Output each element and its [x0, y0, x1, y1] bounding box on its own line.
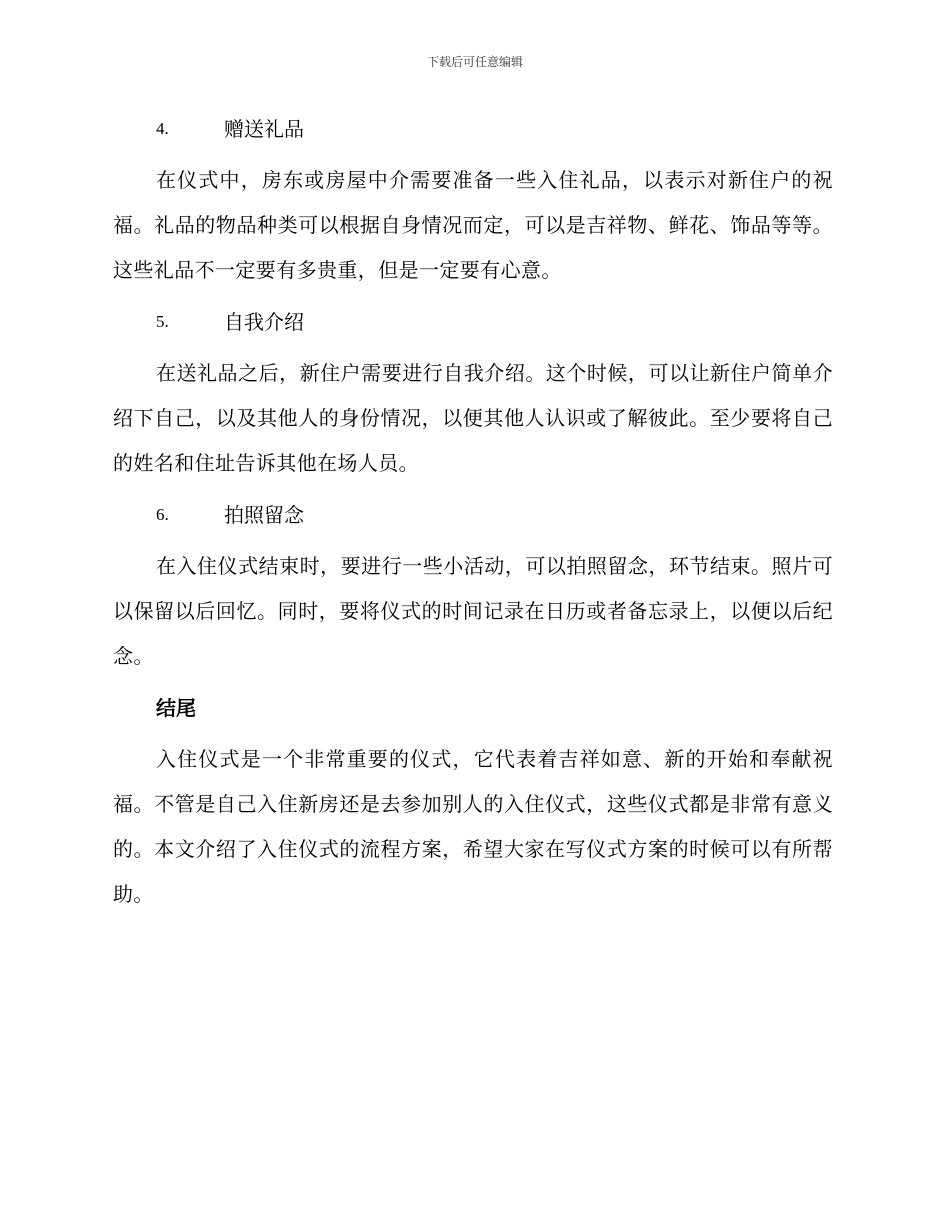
section-paragraph-introduction: 在送礼品之后，新住户需要进行自我介绍。这个时候，可以让新住户简单介绍下自己，以及其他人的身份情况，以便其他人认识或了解彼此。至少要将自己的姓名和住址告诉其他在场人员。: [113, 361, 833, 475]
section-title: 赠送礼品: [224, 117, 304, 141]
section-heading-introduction: [156, 306, 833, 338]
conclusion-paragraph: 入住仪式是一个非常重要的仪式，它代表着吉祥如意、新的开始和奉献祝福。不管是自己入住新房还是去参加别人的入住仪式，这些仪式都是非常有意义的。本文介绍了入住仪式的流程方案，希望大家在写仪式方案的时候可以有所帮助。: [113, 747, 833, 906]
section-heading-photo: [156, 499, 833, 531]
section-number: 4.: [156, 119, 169, 138]
section-heading-gifts: [156, 113, 833, 145]
header-note: 下载后可任意编辑: [426, 55, 523, 69]
section-title: 自我介绍: [224, 310, 304, 334]
section-paragraph-photo: 在入住仪式结束时，要进行一些小活动，可以拍照留念，环节结束。照片可以保留以后回忆。同时，要将仪式的时间记录在日历或者备忘录上，以便以后纪念。: [113, 554, 833, 668]
section-paragraph-gifts: 在仪式中，房东或房屋中介需要准备一些入住礼品，以表示对新住户的祝福。礼品的物品种类可以根据自身情况而定，可以是吉祥物、鲜花、饰品等等。这些礼品不一定要有多贵重，但是一定要有心意。: [113, 168, 833, 282]
section-number: 6.: [156, 505, 169, 524]
section-number: 5.: [156, 312, 169, 331]
conclusion-heading: 结尾: [156, 696, 196, 720]
section-title: 拍照留念: [224, 503, 304, 527]
document-body: [113, 113, 833, 930]
